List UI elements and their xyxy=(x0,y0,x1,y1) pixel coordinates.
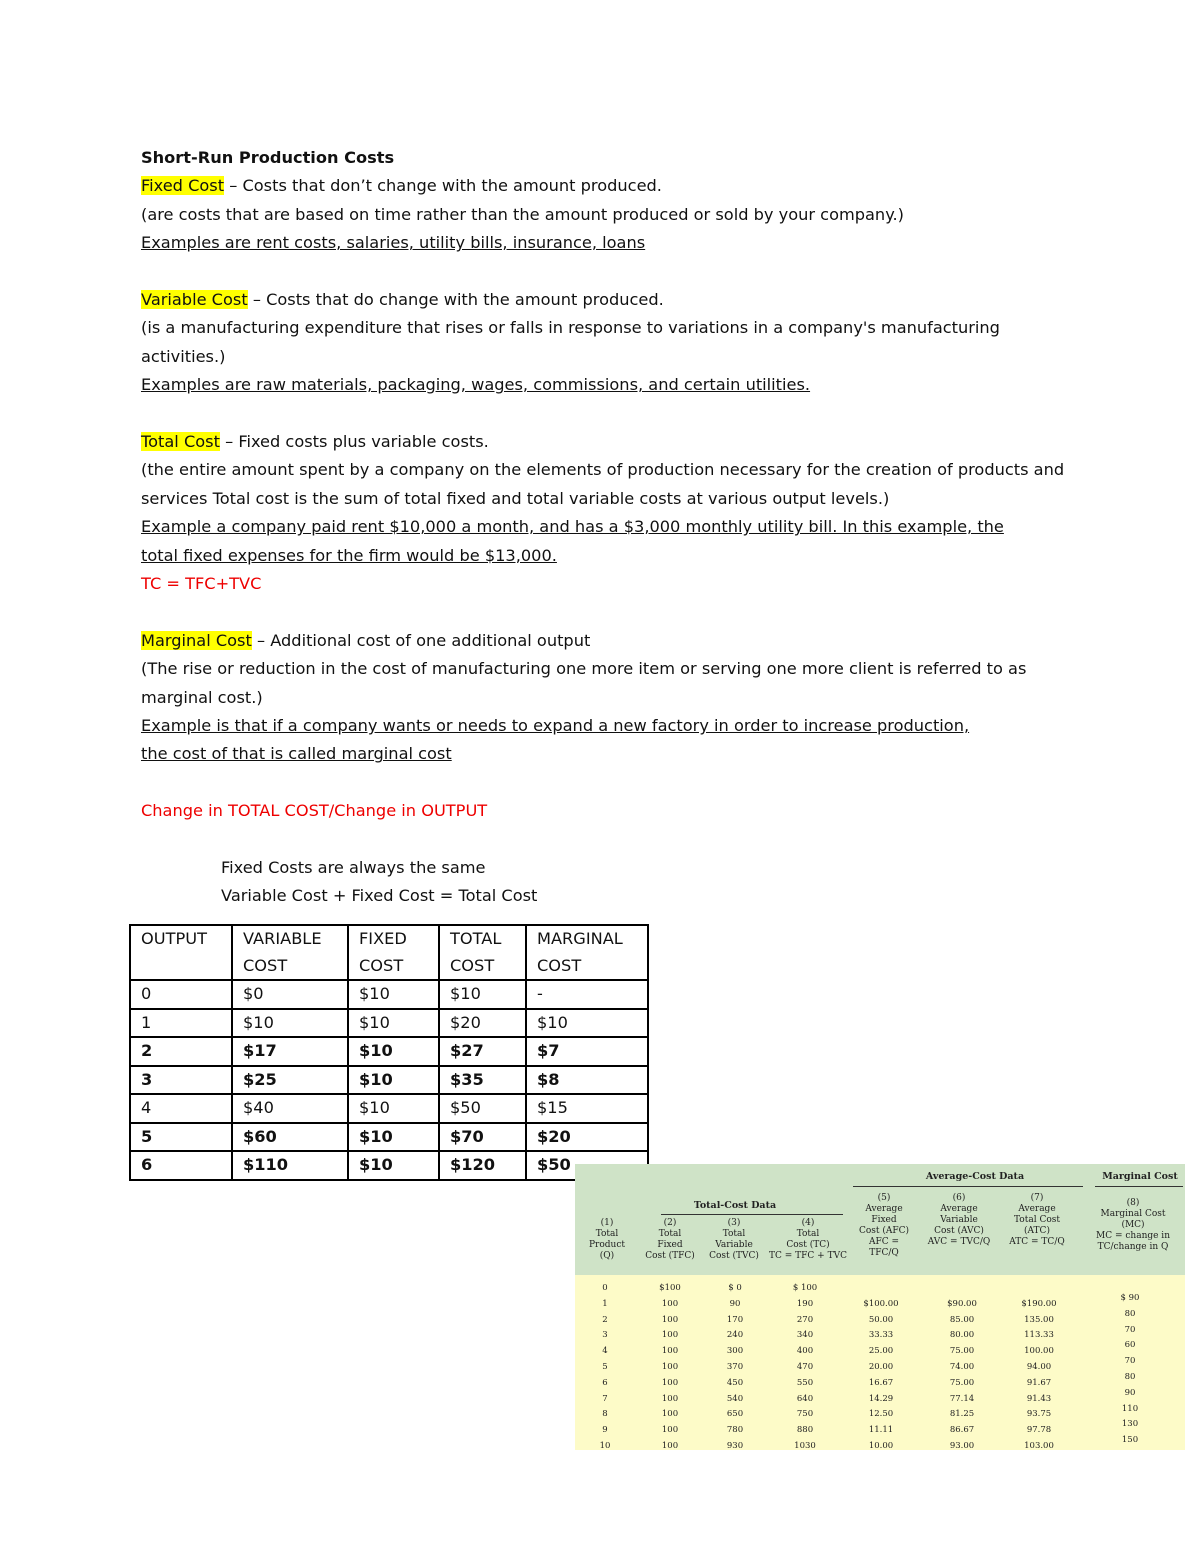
table-row xyxy=(130,1009,648,1038)
table-cell: 1 xyxy=(130,1009,232,1038)
fixed-cost-term: Fixed Cost xyxy=(141,176,225,196)
table-cell: $20 xyxy=(526,1123,648,1152)
variable-cost-definition: Variable Cost – Costs that do change with the amount produced. xyxy=(141,290,664,310)
textbook-header-cell: (8) Marginal Cost (MC) MC = change in TC/change in Q xyxy=(1096,1198,1170,1252)
divider xyxy=(1095,1186,1183,1187)
average-cost-data-heading: Average-Cost Data xyxy=(925,1171,1025,1182)
table-cell: 5 xyxy=(130,1123,232,1152)
table-cell: $25 xyxy=(232,1066,348,1095)
document-body xyxy=(141,144,1081,911)
table-cell: - xyxy=(526,980,648,1009)
fixed-cost-explanation: (are costs that are based on time rather than the amount produced or sold by your company.) xyxy=(141,204,904,224)
table-cell: $35 xyxy=(439,1066,526,1095)
textbook-column-tvc: $ 0 90 170 240 300 370 450 540 650 780 930 xyxy=(726,1283,744,1451)
variable-cost-example: Examples are raw materials, packaging, wages, commissions, and certain utilities. xyxy=(141,375,811,395)
textbook-column-avc: $90.00 85.00 80.00 75.00 74.00 75.00 77.14 81.25 86.67 93.00 xyxy=(947,1298,977,1451)
textbook-column-tc: $ 100 190 270 340 400 470 550 640 750 880 1030 xyxy=(792,1283,818,1451)
table-cell: $20 xyxy=(439,1009,526,1038)
textbook-column-atc: $190.00 135.00 113.33 100.00 94.00 91.67 91.43 93.75 97.78 103.00 xyxy=(1021,1298,1057,1451)
table-cell: $50 xyxy=(526,1151,648,1180)
marginal-cost-formula: Change in TOTAL COST/Change in OUTPUT xyxy=(141,801,488,821)
table-cell: $15 xyxy=(526,1094,648,1123)
total-cost-example-1: Example a company paid rent $10,000 a month, and has a $3,000 monthly utility bill. In this example, the xyxy=(141,517,1004,537)
table-cell: $10 xyxy=(348,980,439,1009)
total-cost-formula: TC = TFC+TVC xyxy=(141,574,262,594)
table-cell: $60 xyxy=(232,1123,348,1152)
cost-table-header-cell: FIXED COST xyxy=(348,925,439,980)
total-cost-example-2: total fixed expenses for the firm would be $13,000. xyxy=(141,545,557,565)
table-cell: 4 xyxy=(130,1094,232,1123)
table-cell: $110 xyxy=(232,1151,348,1180)
textbook-header-cell: (3) Total Variable Cost (TVC) xyxy=(709,1218,759,1261)
table-cell: $10 xyxy=(348,1094,439,1123)
table-cell: $10 xyxy=(526,1009,648,1038)
textbook-header-cell: (4) Total Cost (TC) TC = TFC + TVC xyxy=(769,1218,847,1261)
variable-cost-term: Variable Cost xyxy=(141,290,248,310)
marginal-cost-example-2: the cost of that is called marginal cost xyxy=(141,744,452,764)
table-cell: $70 xyxy=(439,1123,526,1152)
table-cell: $120 xyxy=(439,1151,526,1180)
table-cell: $10 xyxy=(348,1066,439,1095)
table-cell: $10 xyxy=(348,1151,439,1180)
divider xyxy=(853,1186,1083,1187)
marginal-cost-term: Marginal Cost xyxy=(141,630,252,650)
table-row xyxy=(130,1123,648,1152)
cost-table xyxy=(129,924,649,1181)
table-cell: $10 xyxy=(348,1009,439,1038)
table-row xyxy=(130,1066,648,1095)
table-row xyxy=(130,980,648,1009)
table-cell: $10 xyxy=(348,1123,439,1152)
table-cell: $8 xyxy=(526,1066,648,1095)
variable-cost-explanation: (is a manufacturing expenditure that rises or falls in response to variations in a company's manufacturing activities.) xyxy=(141,318,1000,366)
table-cell: $10 xyxy=(439,980,526,1009)
table-row xyxy=(130,1037,648,1066)
note-total-formula: Variable Cost + Fixed Cost = Total Cost xyxy=(221,886,538,906)
table-cell: $40 xyxy=(232,1094,348,1123)
fixed-cost-definition: Fixed Cost – Costs that don’t change with the amount produced. xyxy=(141,176,662,196)
marginal-cost-heading: Marginal Cost xyxy=(1102,1171,1178,1182)
textbook-column-q: 0 1 2 3 4 5 6 7 8 9 10 xyxy=(599,1283,611,1451)
textbook-cost-table-image xyxy=(575,1164,1185,1450)
textbook-column-tfc: $100 100 100 100 100 100 100 100 100 100 100 xyxy=(659,1283,681,1451)
table-cell: 3 xyxy=(130,1066,232,1095)
total-cost-data-heading: Total-Cost Data xyxy=(693,1200,777,1211)
cost-table-header-cell: TOTAL COST xyxy=(439,925,526,980)
textbook-column-mc: $ 90 80 70 60 70 80 90 110 130 150 xyxy=(1120,1293,1140,1446)
table-row xyxy=(130,1094,648,1123)
fixed-cost-example: Examples are rent costs, salaries, utility bills, insurance, loans xyxy=(141,233,646,253)
table-cell: $10 xyxy=(348,1037,439,1066)
textbook-header-cell: (5) Average Fixed Cost (AFC) AFC = TFC/Q xyxy=(858,1193,910,1258)
total-cost-term: Total Cost xyxy=(141,432,220,452)
page-title: Short-Run Production Costs xyxy=(141,148,395,167)
table-cell: $50 xyxy=(439,1094,526,1123)
table-cell: 0 xyxy=(130,980,232,1009)
marginal-cost-explanation: (The rise or reduction in the cost of manufacturing one more item or serving one more client is referred to as marginal cost.) xyxy=(141,659,1027,707)
textbook-header-cell: (7) Average Total Cost (ATC) ATC = TC/Q xyxy=(1009,1193,1065,1247)
cost-table-header-cell: VARIABLE COST xyxy=(232,925,348,980)
table-cell: 2 xyxy=(130,1037,232,1066)
divider xyxy=(661,1214,843,1215)
textbook-column-afc: $100.00 50.00 33.33 25.00 20.00 16.67 14.29 12.50 11.11 10.00 xyxy=(863,1298,899,1451)
total-cost-definition: Total Cost – Fixed costs plus variable costs. xyxy=(141,432,489,452)
total-cost-explanation: (the entire amount spent by a company on the elements of production necessary for the creation of products and services Total cost is the sum of total fixed and total variable costs at various output levels.) xyxy=(141,460,1065,508)
cost-table-header-row xyxy=(130,925,648,980)
textbook-header-cell: (2) Total Fixed Cost (TFC) xyxy=(645,1218,695,1261)
marginal-cost-definition: Marginal Cost – Additional cost of one additional output xyxy=(141,630,591,650)
marginal-cost-example-1: Example is that if a company wants or needs to expand a new factory in order to increase production, xyxy=(141,716,970,736)
textbook-header-cell: (6) Average Variable Cost (AVC) AVC = TVC/Q xyxy=(927,1193,991,1247)
cost-table-header-cell: MARGINAL COST xyxy=(526,925,648,980)
note-fixed-same: Fixed Costs are always the same xyxy=(221,858,486,878)
table-row xyxy=(130,1151,648,1180)
table-cell: 6 xyxy=(130,1151,232,1180)
table-cell: $0 xyxy=(232,980,348,1009)
cost-table-header-cell: OUTPUT xyxy=(130,925,232,980)
table-cell: $27 xyxy=(439,1037,526,1066)
textbook-header-cell: (1) Total Product (Q) xyxy=(589,1218,625,1261)
table-cell: $17 xyxy=(232,1037,348,1066)
table-cell: $10 xyxy=(232,1009,348,1038)
table-cell: $7 xyxy=(526,1037,648,1066)
